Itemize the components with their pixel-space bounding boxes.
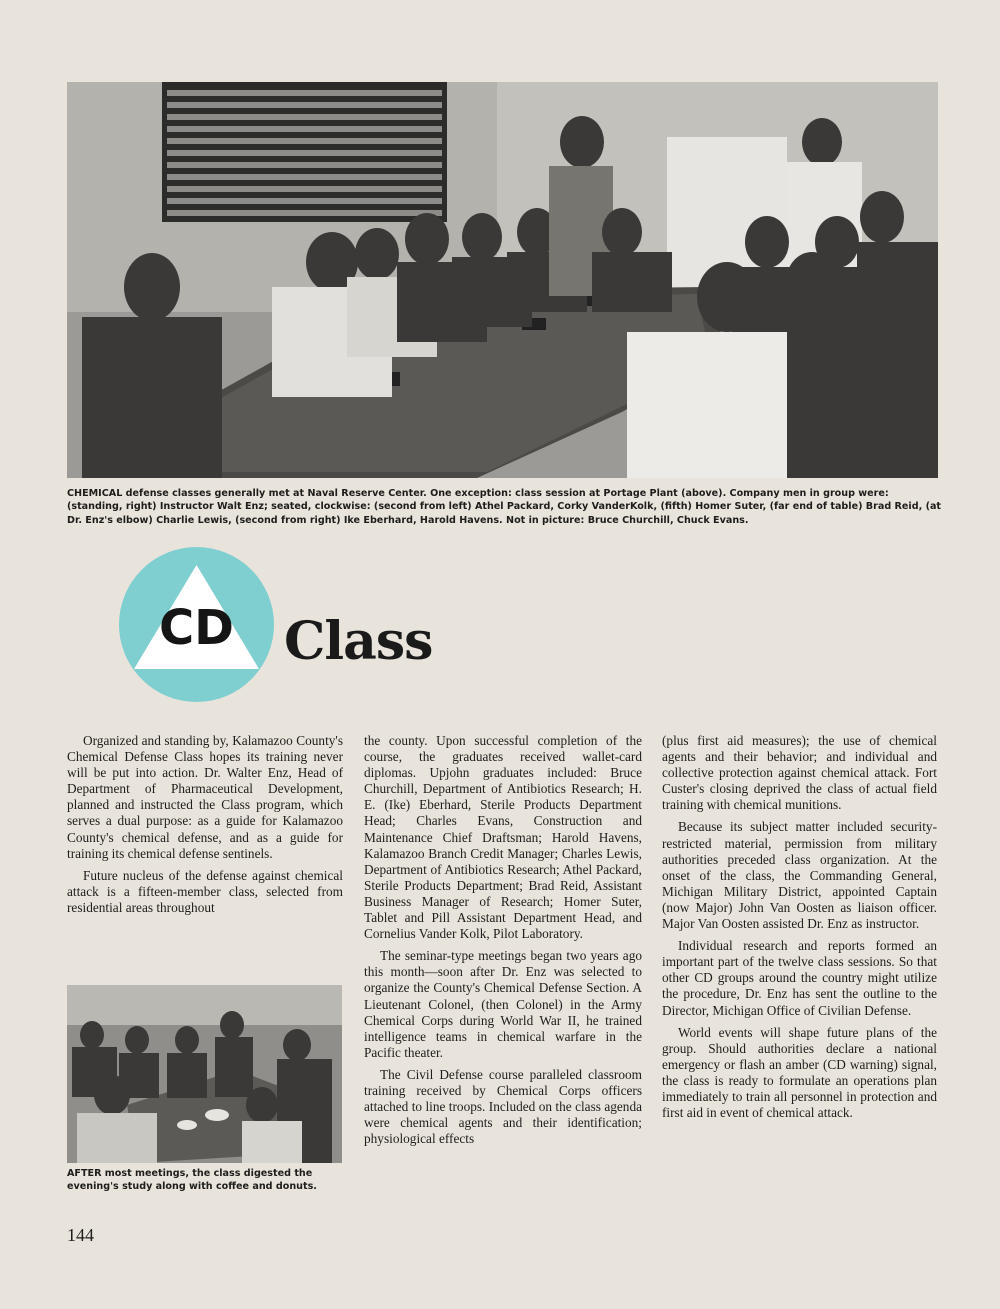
page-title: Class (284, 611, 433, 672)
bottom-photo-caption (67, 1167, 345, 1194)
paragraph: The seminar-type meetings began two years ago this month—soon after Dr. Enz was selected to organize the County's Chemical Defense Section. A Lieutenant Colonel, (then Colonel) in the Army Chemical Corps during World War II, he trained intelligence teams in chemical warfare in the Pacific theater. (364, 948, 642, 1060)
paragraph: Because its subject matter included security-restricted material, permission from military authorities preceded class organization. At the onset of the class, the Commanding General, Michigan Military District, appointed Captain (now Major) John Van Oosten as liaison officer. Major Van Oosten assisted Dr. Enz as instructor. (662, 819, 937, 932)
caption-lead: AFTER (67, 1168, 102, 1179)
text-column-2 (364, 733, 642, 1153)
caption-text: defense classes generally met at Naval Reserve Center. One exception: class session at Portage Plant (above). Company men in group were: (standing, right) Instructor Walt Enz; seated, clockwise: (second from left) Athel Packard, Corky VanderKolk, (fifth) Homer Suter, (far end of table) Brad Reid, (at Dr. Enz's elbow) Charlie Lewis, (second from right) Ike Eberhard, Harold Havens. Not in picture: Bruce Churchill, Chuck Evans. (67, 488, 942, 526)
civil-defense-logo-graphic (119, 547, 274, 702)
coffee-photo-graphic (67, 985, 342, 1163)
caption-text: most meetings, the class digested the evening's study along with coffee and donuts. (67, 1168, 317, 1193)
paragraph: Organized and standing by, Kalamazoo County's Chemical Defense Class hopes its training never will be put into action. Dr. Walter Enz, Head of Department of Pharmaceutical Development, planned and instructed the Class program, which serves a dual purpose: as a guide for Kalamazoo County's chemical defense, and as a guide for training its chemical defense sentinels. (67, 733, 343, 861)
caption-lead: CHEMICAL (67, 488, 123, 499)
meeting-photo-graphic (67, 82, 938, 478)
bottom-photo (67, 985, 342, 1163)
window-blinds (162, 82, 447, 222)
paragraph: (plus first aid measures); the use of chemical agents and their behavior; and individual and collective protection against chemical attack. Fort Custer's closing deprived the class of actual field training with chemical munitions. (662, 733, 937, 813)
top-photo-caption (67, 487, 941, 527)
paragraph: World events will shape future plans of the group. Should authorities declare a national emergency or flash an amber (CD warning) signal, the class is ready to formulate an operations plan immediately to train all personnel in protection and first aid in event of chemical attack. (662, 1024, 937, 1121)
logo-letters: CD (158, 600, 235, 656)
paragraph: Future nucleus of the defense against chemical attack is a fifteen-member class, selected from residential areas throughout (67, 867, 343, 915)
top-photo (67, 82, 938, 478)
page-number: 144 (67, 1225, 94, 1245)
paragraph: the county. Upon successful completion of the course, the graduates received wallet-card diplomas. Upjohn graduates included: Bruce Churchill, Department of Antibiotics Research; H. E. (Ike) Eberhard, Sterile Products Department Head; Charles Evans, Construction and Maintenance Chief Draftsman; Harold Havens, Kalamazoo Branch Credit Manager; Charles Lewis, Department of Antibiotics Research; Athel Packard, Sterile Products Department; Brad Reid, Assistant Business Manager of Research; Homer Suter, Tablet and Pill Assistant Department Head, and Cornelius Vander Kolk, Pilot Laboratory. (364, 733, 642, 942)
text-column-1 (67, 733, 343, 922)
paragraph: The Civil Defense course paralleled classroom training received by Chemical Corps officers attached to line troops. Included on the class agenda were chemical agents and their identification; physiological effects (364, 1066, 642, 1147)
cd-logo (119, 547, 274, 702)
text-column-3 (662, 733, 937, 1127)
paragraph: Individual research and reports formed an important part of the twelve class sessions. So that other CD groups around the country might utilize the procedure, Dr. Enz has sent the outline to the Director, Michigan Office of Civilian Defense. (662, 938, 937, 1018)
